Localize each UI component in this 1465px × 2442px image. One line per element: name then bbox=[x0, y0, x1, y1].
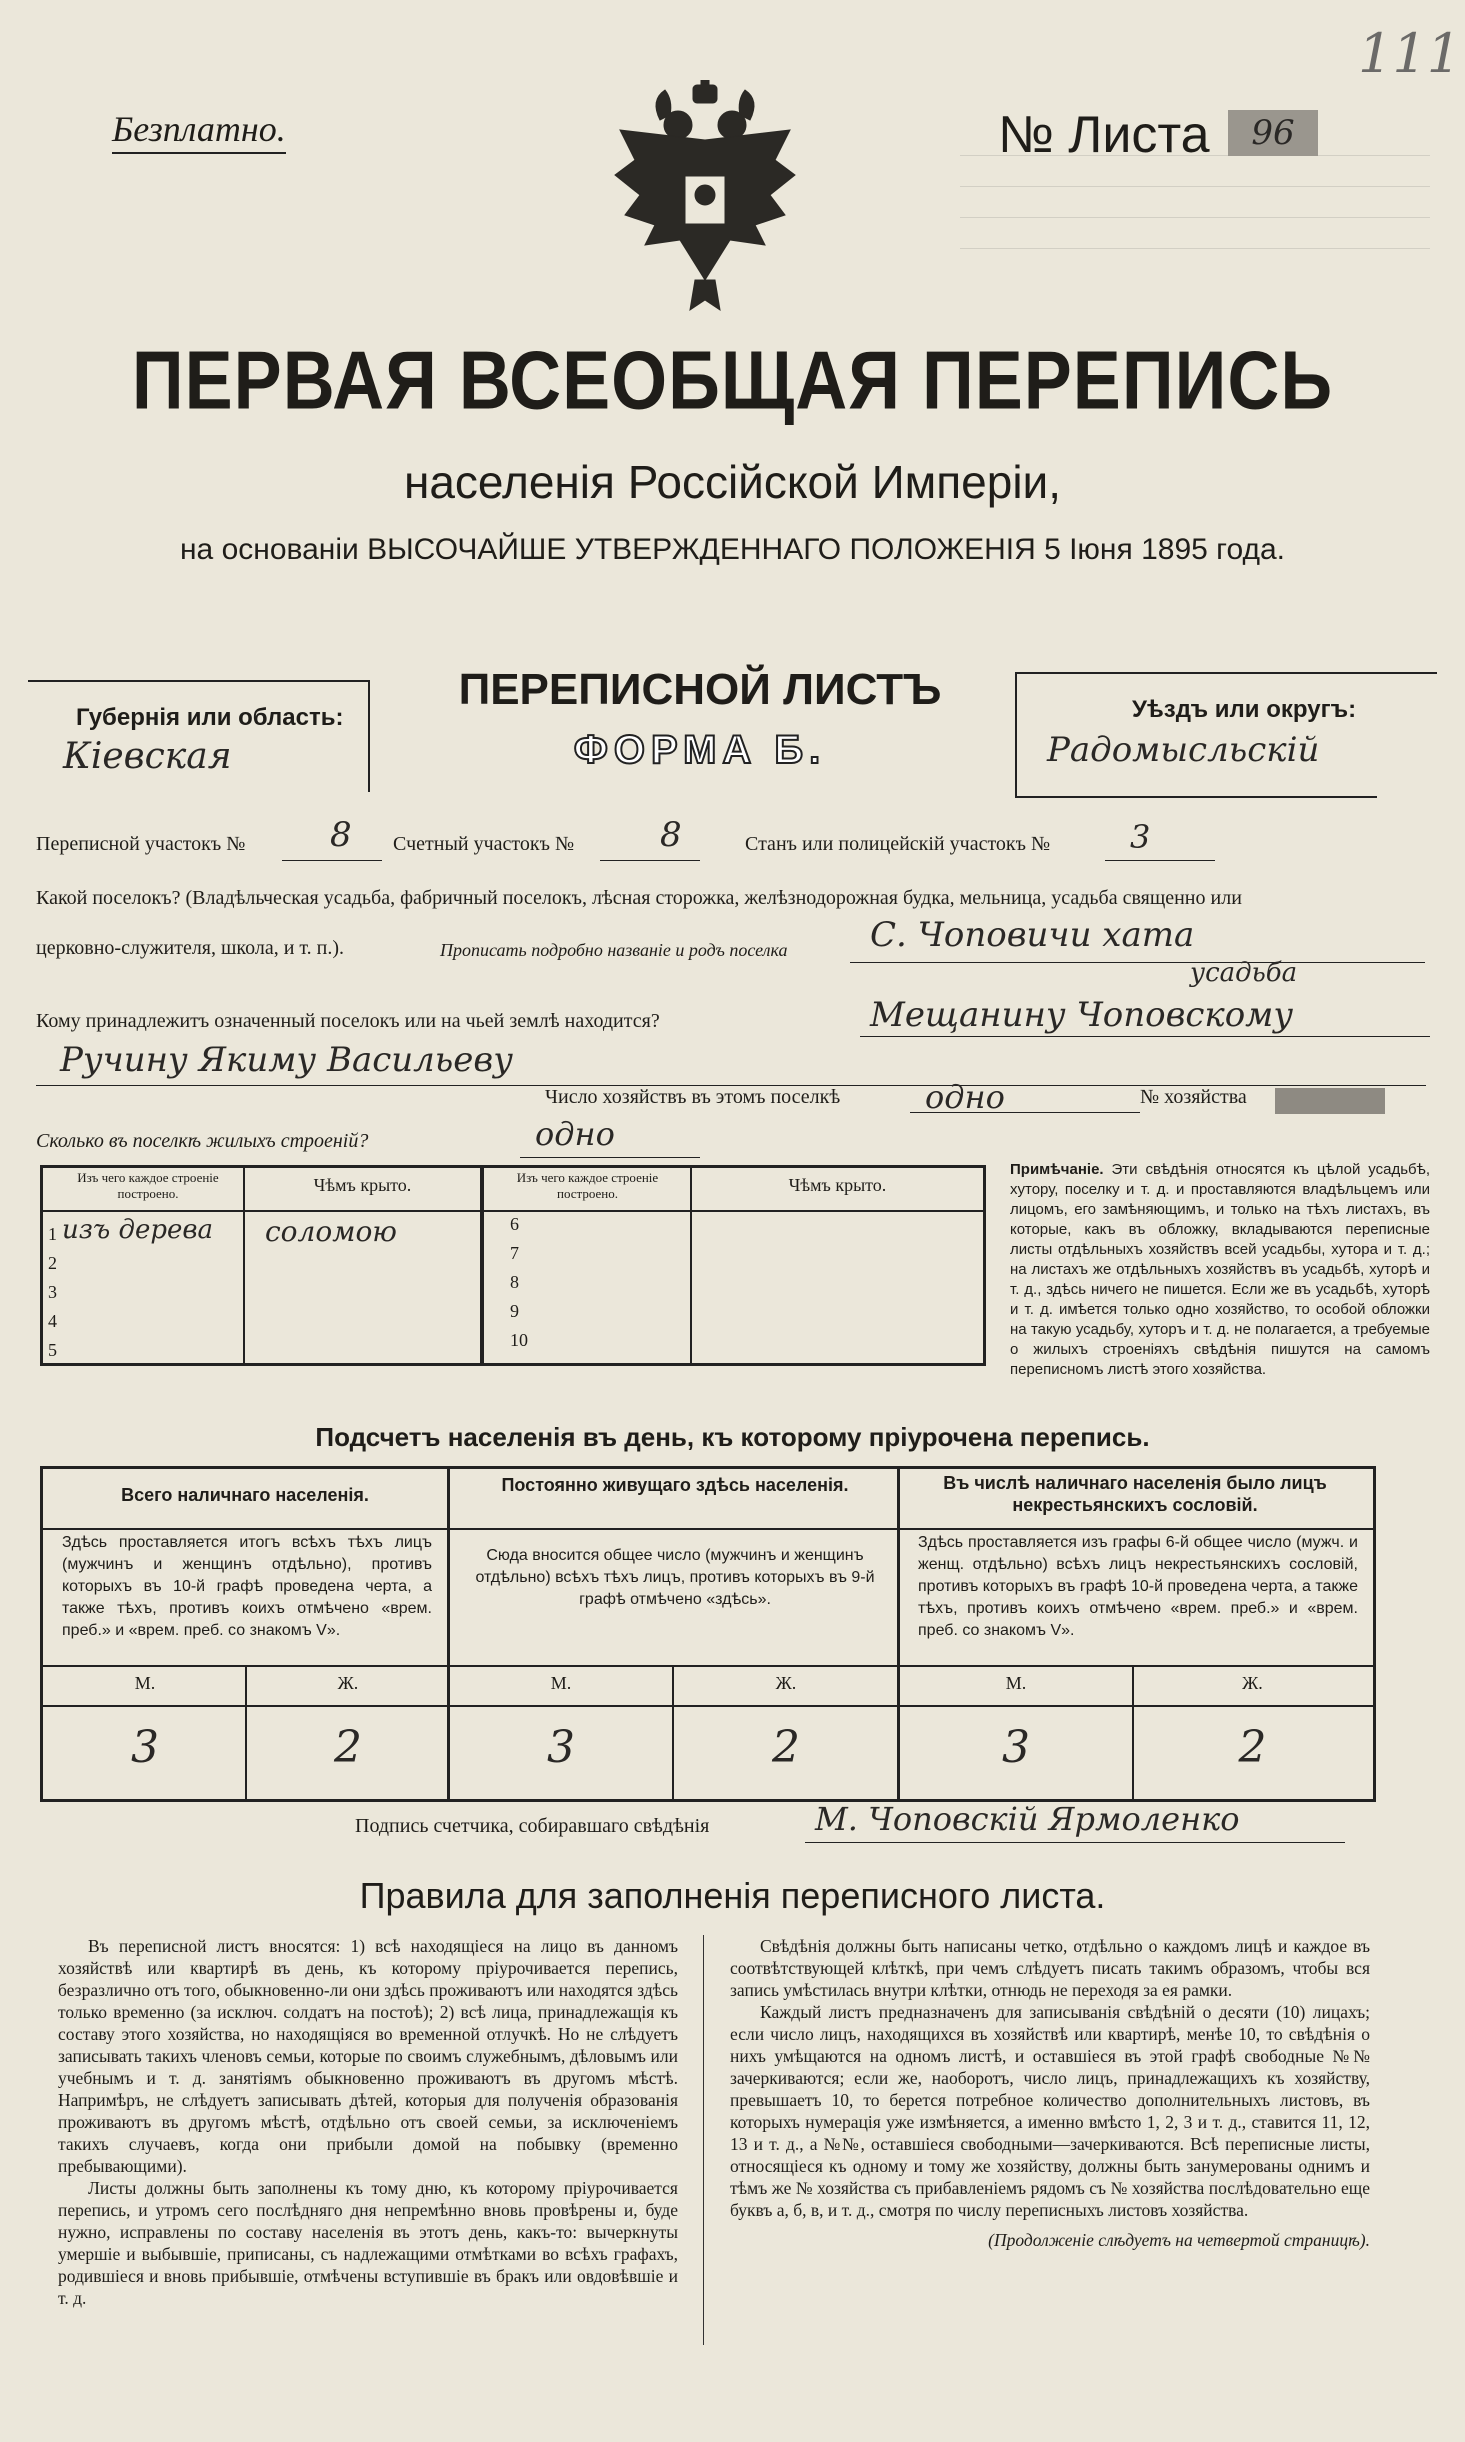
pop-f-label: Ж. bbox=[775, 1673, 797, 1693]
row1-material: изъ дерева bbox=[62, 1215, 214, 1245]
census-title: ПЕРВАЯ ВСЕОБЩАЯ ПЕРЕПИСЬ bbox=[131, 335, 1334, 427]
stan-value: 3 bbox=[1130, 818, 1151, 856]
buildings-col4-header: Чѣмъ крыто. bbox=[788, 1175, 887, 1195]
pop-value: 2 bbox=[1238, 1722, 1267, 1773]
uezd-value: Радомысльскій bbox=[1047, 730, 1320, 770]
pop-value: 3 bbox=[1002, 1722, 1030, 1773]
household-no-label: № хозяйства bbox=[1140, 1086, 1247, 1108]
pop-value: 3 bbox=[131, 1722, 159, 1773]
buildings-col3-header: Изъ чего каждое строеніе построено. bbox=[516, 1170, 659, 1201]
guberniya-label: Губернія или область: bbox=[76, 704, 344, 731]
perepisnoy-value: 8 bbox=[330, 815, 352, 855]
pop-m-label: М. bbox=[1005, 1673, 1027, 1693]
row-number: 5 bbox=[48, 1340, 57, 1360]
uezd-box bbox=[1015, 672, 1437, 796]
form-title: ПЕРЕПИСНОЙ ЛИСТЪ bbox=[458, 665, 942, 714]
rules-left-p2: Листы должны быть заполнены къ тому дню, къ которому пріурочивается перепись, и утромъ сего послѣдняго дня непремѣнно вновь провѣрены и, буде нужно, исправлены по составу населенія въ этотъ день, какъ-то: вычеркнуты умершіе и выбывшіе, приписаны, съ надлежащими отмѣтками во всѣхъ графахъ, родившіеся и вновь прибывшіе, отмѣчены вступившіе въ бракъ или овдовѣвшіе и т. д. bbox=[58, 2178, 678, 2308]
sheet-number-value: 96 bbox=[1228, 110, 1318, 156]
pop-m-label: М. bbox=[550, 1673, 572, 1693]
form-name: ФОРМА Б. bbox=[573, 728, 827, 772]
census-subtitle: населенія Россійской Имперіи, bbox=[403, 456, 1062, 508]
rules-title: Правила для заполненія переписного листа. bbox=[359, 1875, 1106, 1916]
row-number: 4 bbox=[48, 1311, 57, 1331]
buildings-value: одно bbox=[535, 1115, 615, 1153]
perepisnoy-label: Переписной участокъ № bbox=[36, 833, 246, 855]
pop-col3-title: Въ числѣ наличнаго населенія было лицъ некрестьянскихъ сословій. bbox=[943, 1473, 1327, 1515]
row-number: 8 bbox=[510, 1272, 519, 1292]
rules-right-p1: Свѣдѣнія должны быть написаны четко, отдѣльно о каждомъ лицѣ и каждое въ соотвѣтствующей клѣткѣ, при чемъ слѣдуетъ писать такимъ образомъ, чтобы вся запись умѣстилась внутри клѣтки, отнюдь не переходя за ея рамки. bbox=[730, 1936, 1370, 2000]
owner-value2: Ручину Якиму Васильеву bbox=[60, 1040, 513, 1080]
poselok-hint: Прописать подробно названіе и родъ поселка bbox=[440, 940, 788, 960]
poselok-label2: церковно-служителя, школа, и т. п.). bbox=[36, 937, 344, 959]
row-number: 3 bbox=[48, 1282, 57, 1302]
sheet-number-label: № Листа bbox=[998, 106, 1210, 164]
pop-value: 3 bbox=[547, 1722, 575, 1773]
signature-value: М. Чоповскій Ярмоленко bbox=[815, 1800, 1240, 1838]
pop-m-label: М. bbox=[134, 1673, 156, 1693]
note-label: Примѣчаніе. bbox=[1010, 1161, 1104, 1178]
archive-page-number: 111 bbox=[1358, 22, 1462, 85]
population-title: Подсчетъ населенія въ день, къ которому пріурочена перепись. bbox=[315, 1422, 1150, 1452]
poselok-value: С. Чоповичи хата bbox=[870, 915, 1195, 955]
pop-value: 2 bbox=[772, 1722, 800, 1773]
row-number: 7 bbox=[510, 1243, 519, 1263]
imperial-eagle-icon bbox=[600, 80, 810, 320]
pop-value: 2 bbox=[334, 1722, 362, 1773]
buildings-rows-right bbox=[510, 1210, 528, 1355]
row1-roof: соломою bbox=[265, 1215, 397, 1248]
buildings-col2-header: Чѣмъ крыто. bbox=[313, 1175, 412, 1195]
schetny-label: Счетный участокъ № bbox=[393, 833, 575, 855]
row-number: 10 bbox=[510, 1330, 528, 1350]
rules-left-p1: Въ переписной листъ вносятся: 1) всѣ находящіеся на лицо въ данномъ хозяйствѣ или квартирѣ въ день, къ которому пріурочивается перепись, безразлично отъ того, обыкновенно-ли они здѣсь проживаютъ или находятся здѣсь только временно (за исключ. солдатъ на постоѣ); 2) всѣ лица, принадлежащія къ составу этого хозяйства, но находящіяся во временной отлучкѣ. Но не слѣдуетъ записывать такихъ членовъ семьи, которые по своимъ служебнымъ, дѣловымъ или учебнымъ и т. д. занятіямъ обыкновенно проживаютъ въ другомъ мѣстѣ. Напримѣръ, не слѣдуетъ записывать дѣтей, которыя для полученія образованія проживаютъ въ другомъ мѣстѣ, отдѣльно отъ своей семьи, за исключеніемъ такихъ случаевъ, когда они прибыли домой на побывку (временно пребывающими). bbox=[58, 1936, 678, 2176]
pop-f-label: Ж. bbox=[337, 1673, 359, 1693]
household-no-redacted bbox=[1275, 1088, 1385, 1114]
row-number: 2 bbox=[48, 1253, 57, 1273]
buildings-label: Сколько въ поселкѣ жилыхъ строеній? bbox=[36, 1130, 369, 1152]
buildings-rows-left bbox=[48, 1220, 57, 1365]
owner-value: Мещанину Чоповскому bbox=[870, 995, 1294, 1035]
guberniya-value: Кіевская bbox=[63, 736, 232, 777]
schetny-value: 8 bbox=[660, 815, 682, 855]
pop-col1-title: Всего наличнаго населенія. bbox=[121, 1485, 369, 1505]
census-basis: на основаніи ВЫСОЧАЙШЕ УТВЕРЖДЕННАГО ПОЛОЖЕНІЯ 5 Іюня 1895 года. bbox=[179, 533, 1285, 566]
guberniya-box bbox=[28, 680, 370, 792]
row-number: 9 bbox=[510, 1301, 519, 1321]
rules-right-p2: Каждый листъ предназначенъ для записыванія свѣдѣній о десяти (10) лицахъ; если число лицъ, находящихся въ хозяйствѣ или квартирѣ, менѣе 10, то свѣдѣнія о нихъ умѣщаются на одномъ листѣ, и оставшіеся въ этой графѣ свободные №№ зачеркиваются; если же, наоборотъ, число лицъ, принадлежащихъ къ хозяйству, превышаетъ 10, то берется потребное количество дополнительныхъ листовъ, въ которыхъ нумерація уже измѣняется, а именно вмѣсто 1, 2, 3 и т. д., ставится 11, 12, 13 и т. д., а №№, оставшіеся свободными—зачеркиваются. Всѣ переписные листы, относящіеся къ одному и тому же хозяйству, должны быть занумерованы однимъ и тѣмъ же № хозяйства съ прибавленіемъ рядомъ съ № хозяйства послѣдовательно еще буквъ а, б, в, и т. д., смотря по числу переписныхъ листовъ хозяйства. bbox=[730, 2002, 1370, 2220]
rules-left-column bbox=[58, 1935, 678, 2309]
pop-col2-title: Постоянно живущаго здѣсь населенія. bbox=[501, 1475, 849, 1495]
poselok-label: Какой поселокъ? (Владѣльческая усадьба, фабричный поселокъ, лѣсная сторожка, желѣзнодорожная будка, мельница, усадьба священно или bbox=[36, 887, 1242, 909]
rules-right-column bbox=[730, 1935, 1370, 2251]
note-block bbox=[1010, 1160, 1430, 1380]
pop-col1-text: Здѣсь проставляется итогъ всѣхъ тѣхъ лицъ (мужчинъ и женщинъ отдѣльно), противъ которыхъ въ 10-й графѣ проведена черта, а также тѣхъ, противъ коихъ отмѣчено «врем. преб.» и «врем. преб. со знакомъ V». bbox=[62, 1534, 432, 1639]
uezd-label: Уѣздъ или округъ: bbox=[1132, 696, 1357, 723]
note-text: Эти свѣдѣнія относятся къ цѣлой усадьбѣ, хутору, поселку и т. д. и проставляются владѣльцемъ или лицомъ, его замѣняющимъ, и только на тѣхъ листахъ, въ которые, какъ въ обложку, вкладываются переписные листы отдѣльныхъ хозяйствъ всей усадьбы, хутора и т. д.; на листахъ же отдѣльныхъ хозяйствъ въ усадьбѣ, хуторѣ и т. д., здѣсь ничего не пишется. Если же въ усадьбѣ, хуторѣ и т. д. имѣется только одно хозяйство, то особой обложки на такую усадьбу, хуторъ и т. д. не полагается, а требуемые о жилыхъ строеніяхъ свѣдѣнія пишутся на самомъ переписномъ листѣ этого хозяйства. bbox=[1010, 1161, 1430, 1378]
poselok-value2: усадьба bbox=[1190, 958, 1298, 988]
signature-label: Подпись счетчика, собиравшаго свѣдѣнія bbox=[355, 1815, 710, 1837]
pop-col3-text: Здѣсь проставляется изъ графы 6-й общее число (мужч. и женщ. отдѣльно) всѣхъ лицъ некрестьянскихъ сословій, противъ которыхъ въ графѣ 10-й проведена черта, а также тѣхъ, противъ коихъ отмѣчено «врем. преб.» и «врем. преб. со знакомъ V». bbox=[918, 1534, 1358, 1639]
households-value: одно bbox=[925, 1078, 1005, 1116]
row-number: 6 bbox=[510, 1214, 519, 1234]
free-label: Безплатно. bbox=[112, 108, 286, 154]
pop-f-label: Ж. bbox=[1242, 1673, 1263, 1693]
owner-label: Кому принадлежитъ означенный поселокъ или на чьей землѣ находится? bbox=[36, 1010, 660, 1032]
buildings-col1-header: Изъ чего каждое строеніе построено. bbox=[77, 1170, 219, 1201]
row-number: 1 bbox=[48, 1224, 57, 1244]
pop-col2-text: Сюда вносится общее число (мужчинъ и женщинъ отдѣльно) всѣхъ тѣхъ лицъ, противъ которыхъ въ 9-й графѣ отмѣчено «здѣсь». bbox=[475, 1547, 875, 1608]
rules-continued: (Продолженіе слѣдуетъ на четвертой страницѣ). bbox=[988, 2230, 1370, 2250]
households-label: Число хозяйствъ въ этомъ поселкѣ bbox=[545, 1086, 841, 1108]
stan-label: Станъ или полицейскій участокъ № bbox=[745, 833, 1051, 855]
